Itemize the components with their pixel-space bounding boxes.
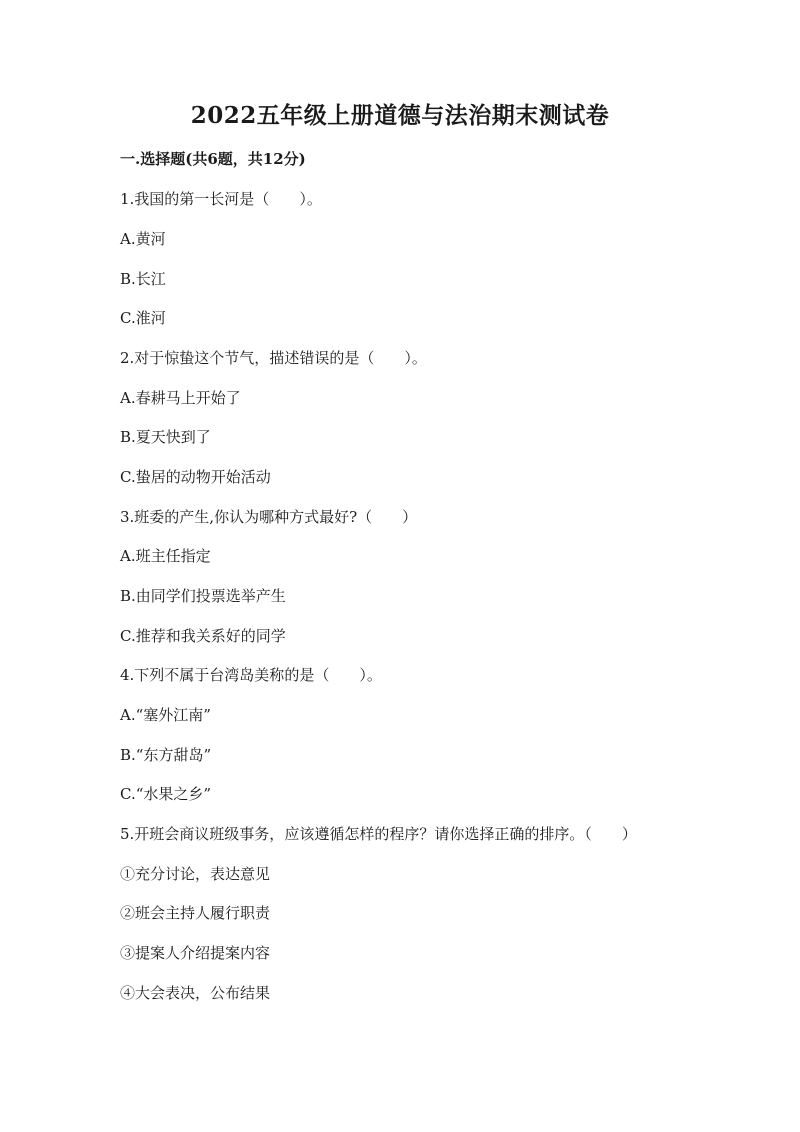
question-3: 3.班委的产生,你认为哪种方式最好?（ ） <box>120 508 418 526</box>
question-4-option-c: C.“水果之乡” <box>120 785 212 803</box>
question-5-step-2: ②班会主持人履行职责 <box>120 904 271 922</box>
question-1-option-a: A.黄河 <box>120 230 166 248</box>
question-5-step-4: ④大会表决，公布结果 <box>120 984 271 1002</box>
question-4-option-a: A.“塞外江南” <box>120 706 211 724</box>
question-5-step-1: ①充分讨论，表达意见 <box>120 865 271 883</box>
section-heading: 一.选择题(共6题，共12分) <box>120 150 306 168</box>
page-title: 2022五年级上册道德与法治期末测试卷 <box>190 102 610 129</box>
question-2-option-a: A.春耕马上开始了 <box>120 389 241 407</box>
question-1-option-b: B.长江 <box>120 270 166 288</box>
question-1: 1.我国的第一长河是（ ）。 <box>120 190 322 208</box>
question-3-option-b: B.由同学们投票选举产生 <box>120 587 286 605</box>
question-2: 2.对于惊蛰这个节气，描述错误的是（ ）。 <box>120 349 427 367</box>
question-4-option-b: B.“东方甜岛” <box>120 746 212 764</box>
question-3-option-c: C.推荐和我关系好的同学 <box>120 627 286 645</box>
question-2-option-b: B.夏天快到了 <box>120 428 211 446</box>
question-2-option-c: C.蛰居的动物开始活动 <box>120 468 271 486</box>
question-5: 5.开班会商议班级事务，应该遵循怎样的程序？请你选择正确的排序。（ ） <box>120 825 637 843</box>
question-3-option-a: A.班主任指定 <box>120 547 211 565</box>
question-1-option-c: C.淮河 <box>120 309 166 327</box>
question-4: 4.下列不属于台湾岛美称的是（ ）。 <box>120 666 382 684</box>
question-5-step-3: ③提案人介绍提案内容 <box>120 944 271 962</box>
